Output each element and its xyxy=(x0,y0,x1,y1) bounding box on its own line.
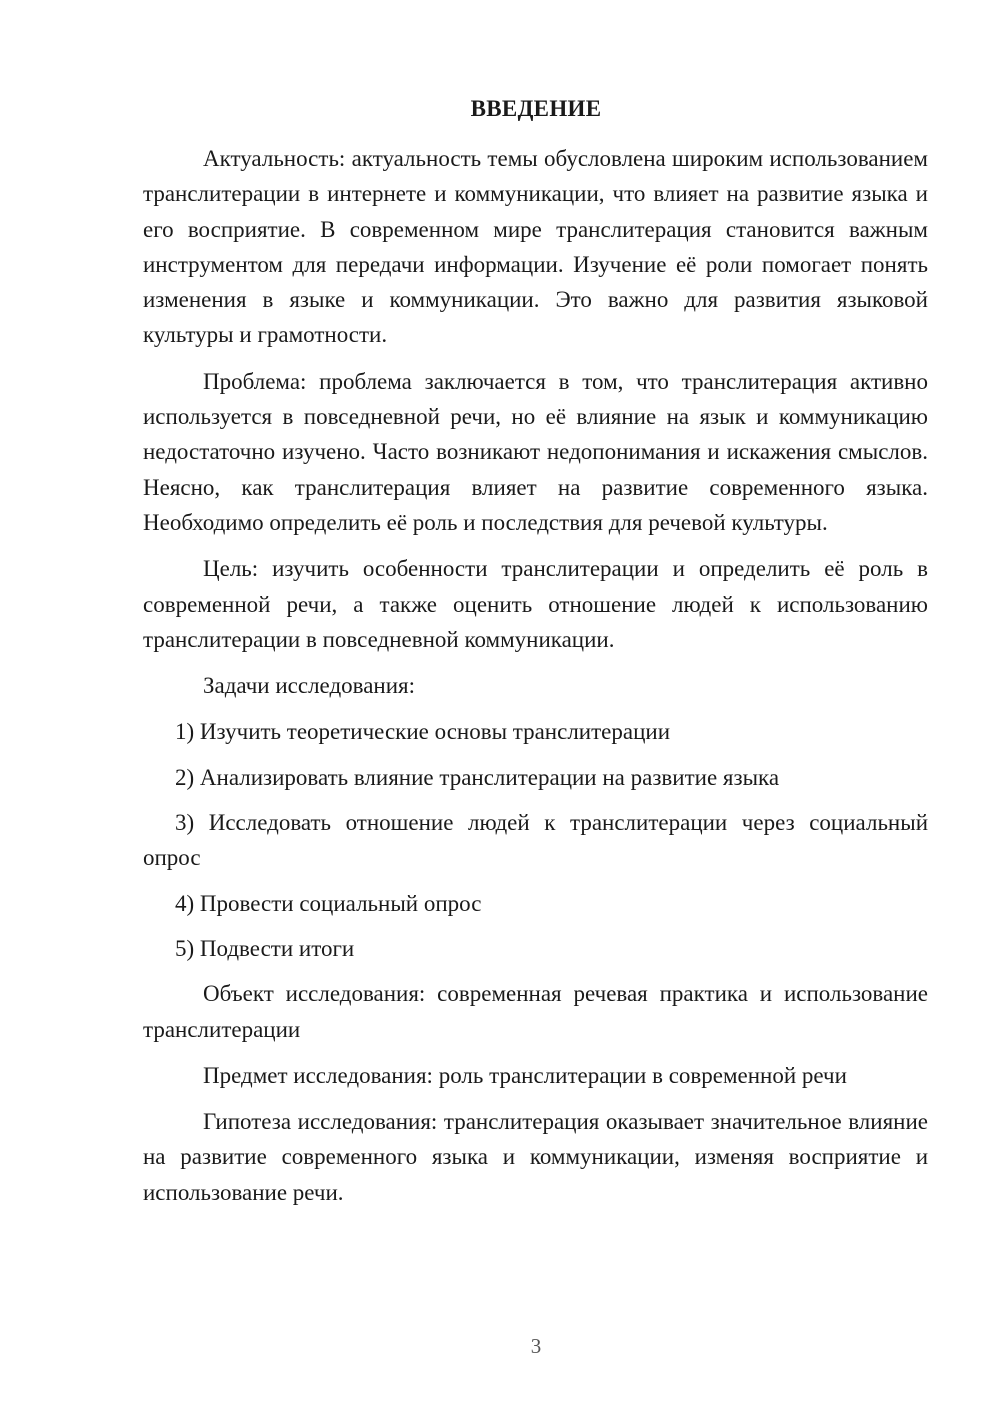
task-item-4: 4) Провести социальный опрос xyxy=(175,890,482,916)
paragraph-tasks-heading: Задачи исследования: xyxy=(203,673,416,699)
paragraph-hypothesis: Гипотеза исследования: транслитерация оказывает значительное влияние на развитие современного языка и коммуникации, изменяя восприятие и использование речи. xyxy=(143,1109,928,1205)
paragraph-relevance: Актуальность: актуальность темы обусловлена широким использованием транслитерации в интернете и коммуникации, что влияет на развитие языка и его восприятие. В современном мире транслитерация становится важным инструментом для передачи информации. Изучение её роли помогает понять изменения в языке и коммуникации. Это важно для развития языковой культуры и грамотности. xyxy=(143,146,928,348)
task-item-2: 2) Анализировать влияние транслитерации на развитие языка xyxy=(175,764,780,790)
page-title: ВВЕДЕНИЕ xyxy=(470,96,602,121)
task-item-3: 3) Исследовать отношение людей к транслитерации через социальный опрос xyxy=(143,810,928,871)
paragraph-object: Объект исследования: современная речевая практика и использование транслитерации xyxy=(143,981,928,1042)
paragraph-goal: Цель: изучить особенности транслитерации и определить её роль в современной речи, а также оценить отношение людей к использованию транслитерации в повседневной коммуникации. xyxy=(143,556,928,652)
page-body xyxy=(143,141,928,1221)
task-item-1: 1) Изучить теоретические основы транслитерации xyxy=(175,719,671,745)
paragraph-subject: Предмет исследования: роль транслитерации в современной речи xyxy=(203,1062,847,1088)
task-item-5: 5) Подвести итоги xyxy=(175,935,355,961)
page-number: 3 xyxy=(530,1334,542,1358)
paragraph-problem: Проблема: проблема заключается в том, что транслитерация активно используется в повседневной речи, но её влияние на язык и коммуникацию недостаточно изучено. Часто возникают недопонимания и искажения смыслов. Неясно, как транслитерация влияет на развитие современного языка. Необходимо определить её роль и последствия для речевой культуры. xyxy=(143,368,928,535)
